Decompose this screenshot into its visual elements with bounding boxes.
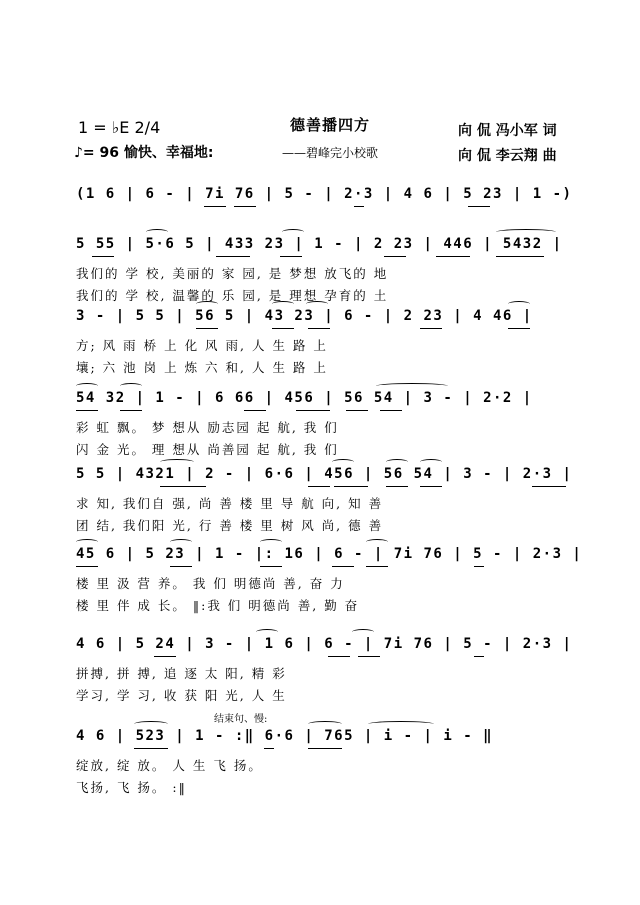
lyrics-verse-2: 飞扬, 飞 扬。 :‖ <box>76 780 187 795</box>
notation-line: 4 6 | 5 24 | 3 - | 1 6 | 6 - | 7i 76 | 5 - | 2·3 | <box>76 636 573 652</box>
beam-underline <box>532 486 566 487</box>
beam-underline <box>134 748 168 749</box>
beam-underline <box>354 206 364 207</box>
slur-mark <box>256 629 278 635</box>
tempo-marking: ♪= 96 愉快、幸福地: <box>74 145 214 161</box>
beam-underline <box>216 256 250 257</box>
lyrics-verse-1: 彩 虹 飘。 梦 想从 励志园 起 航, 我 们 <box>76 420 339 435</box>
beam-underline <box>234 206 256 207</box>
beam-underline <box>346 410 368 411</box>
slur-mark <box>134 721 168 727</box>
song-title: 德善播四方 <box>290 116 371 134</box>
beam-underline <box>76 566 98 567</box>
ending-annotation: 结束句、慢: <box>214 714 268 725</box>
beam-underline <box>272 328 294 329</box>
slur-mark <box>308 721 342 727</box>
beam-underline <box>420 486 442 487</box>
slur-mark <box>368 721 434 727</box>
beam-underline <box>328 656 350 657</box>
beam-underline <box>468 206 490 207</box>
beam-underline <box>386 486 408 487</box>
slur-mark <box>496 229 556 235</box>
beam-underline <box>384 256 406 257</box>
beam-underline <box>332 566 354 567</box>
slur-mark <box>76 383 98 389</box>
beam-underline <box>260 566 282 567</box>
notation-line: 5 55 | 5·6 5 | 433 23 | 1 - | 2 23 | 446 | 5432 | <box>76 236 563 252</box>
beam-underline <box>244 410 266 411</box>
slur-mark <box>272 301 294 307</box>
slur-mark <box>508 301 530 307</box>
beam-underline <box>380 410 402 411</box>
key-signature: 1 = ♭E 2/4 <box>78 118 161 137</box>
lyrics-verse-2: 我们的 学 校, 温馨的 乐 园, 是 理想 孕育的 土 <box>76 288 389 303</box>
beam-underline <box>160 486 206 487</box>
beam-underline <box>204 206 226 207</box>
slur-mark <box>352 629 374 635</box>
lyrics-verse-1: 绽放, 绽 放。 人 生 飞 扬。 <box>76 758 263 773</box>
notation-line: 45 6 | 5 23 | 1 - |: 16 | 6 - | 7i 76 | 5 - | 2·3 | <box>76 546 583 562</box>
slur-mark <box>196 301 218 307</box>
notation-line: 3 - | 5 5 | 56 5 | 43 23 | 6 - | 2 23 | 4 46 | <box>76 308 533 324</box>
song-subtitle: ——碧峰完小校歌 <box>282 146 379 160</box>
beam-underline <box>170 566 192 567</box>
lyrics-verse-2: 闪 金 光。 理 想从 尚善园 起 航, 我 们 <box>76 442 339 457</box>
beam-underline <box>308 748 342 749</box>
music-credit: 向 侃 李云翔 曲 <box>458 148 557 164</box>
beam-underline <box>474 566 484 567</box>
beam-underline <box>280 256 302 257</box>
beam-underline <box>474 656 484 657</box>
beam-underline <box>366 566 388 567</box>
notation-line: (1 6 | 6 - | 7i 76 | 5 - | 2·3 | 4 6 | 5 23 | 1 -) <box>76 186 573 202</box>
notation-line: 54 32 | 1 - | 6 66 | 456 | 56 54 | 3 - | 2·2 | <box>76 390 533 406</box>
slur-mark <box>366 539 388 545</box>
beam-underline <box>508 328 530 329</box>
slur-mark <box>282 229 304 235</box>
lyrics-verse-1: 我们的 学 校, 美丽的 家 园, 是 梦想 放飞的 地 <box>76 266 389 281</box>
slur-mark <box>260 539 282 545</box>
lyrics-credit: 向 侃 冯小军 词 <box>458 123 557 139</box>
lyrics-verse-1: 方; 风 雨 桥 上 化 风 雨, 人 生 路 上 <box>76 338 328 353</box>
beam-underline <box>196 328 218 329</box>
notation-line: 5 5 | 4321 | 2 - | 6·6 | 456 | 56 54 | 3 - | 2·3 | <box>76 466 573 482</box>
beam-underline <box>308 486 330 487</box>
lyrics-verse-1: 求 知, 我们自 强, 尚 善 楼 里 导 航 向, 知 善 <box>76 496 384 511</box>
slur-mark <box>76 539 98 545</box>
beam-underline <box>154 656 176 657</box>
beam-underline <box>420 328 442 329</box>
beam-underline <box>496 256 544 257</box>
slur-mark <box>146 229 168 235</box>
slur-mark <box>376 383 448 389</box>
notation-line: 4 6 | 523 | 1 - :‖ 6·6 | 765 | i - | i - ‖ <box>76 728 494 744</box>
beam-underline <box>264 748 274 749</box>
slur-mark <box>306 301 328 307</box>
beam-underline <box>308 328 330 329</box>
slur-mark <box>170 539 192 545</box>
beam-underline <box>358 656 380 657</box>
beam-underline <box>436 256 470 257</box>
beam-underline <box>120 410 142 411</box>
slur-mark <box>420 459 442 465</box>
lyrics-verse-1: 楼 里 汲 营 养。 我 们 明德尚 善, 奋 力 <box>76 576 345 591</box>
lyrics-verse-2: 楼 里 伴 成 长。 ‖:我 们 明德尚 善, 勤 奋 <box>76 598 360 613</box>
lyrics-verse-2: 学习, 学 习, 收 获 阳 光, 人 生 <box>76 688 287 703</box>
slur-mark <box>160 459 194 465</box>
beam-underline <box>76 410 98 411</box>
beam-underline <box>92 256 114 257</box>
lyrics-verse-2: 团 结, 我们阳 光, 行 善 楼 里 树 风 尚, 德 善 <box>76 518 384 533</box>
lyrics-verse-2: 壤; 六 池 岗 上 炼 六 和, 人 生 路 上 <box>76 360 328 375</box>
slur-mark <box>386 459 408 465</box>
lyrics-verse-1: 拼搏, 拼 搏, 追 逐 太 阳, 精 彩 <box>76 666 287 681</box>
slur-mark <box>120 383 142 389</box>
beam-underline <box>334 486 368 487</box>
beam-underline <box>296 410 330 411</box>
slur-mark <box>332 459 354 465</box>
